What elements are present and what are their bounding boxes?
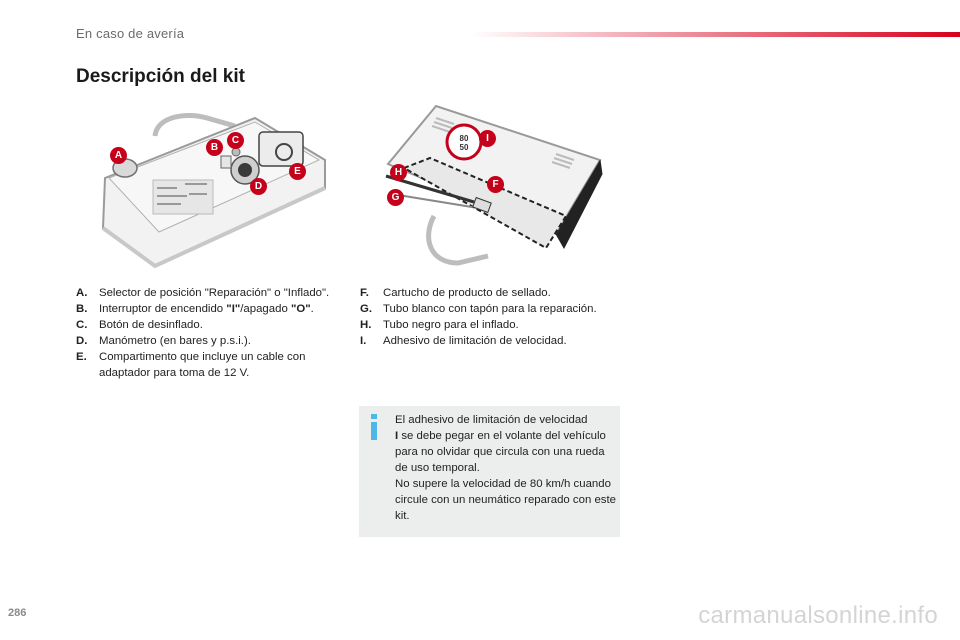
callout-e: E <box>289 163 306 180</box>
power-switch <box>221 156 231 168</box>
legend-item-b <box>76 301 336 317</box>
legend-item-g <box>360 301 630 317</box>
legend-right <box>360 285 630 349</box>
legend-key: I. <box>360 335 367 347</box>
legend-text-part: . <box>310 303 314 315</box>
callout-c: C <box>227 132 244 149</box>
note-line2: No supere la velocidad de 80 km/h cuando circule con un neumático reparado con este kit. <box>395 478 616 522</box>
sticker-top-value: 80 <box>459 134 469 143</box>
legend-item-e <box>76 349 336 381</box>
sealant-kit-illustration <box>378 98 608 268</box>
header-accent-bar <box>470 32 960 37</box>
strap-line-right <box>429 216 488 263</box>
compressor-kit-drawing <box>95 108 335 273</box>
legend-key: C. <box>76 319 88 331</box>
callout-b: B <box>206 139 223 156</box>
callout-d: D <box>250 178 267 195</box>
legend-text: Botón de desinflado. <box>99 319 203 331</box>
legend-item-i <box>360 333 630 349</box>
legend-text <box>99 301 314 317</box>
legend-key: D. <box>76 335 88 347</box>
page-number: 286 <box>8 607 27 619</box>
legend-text: Tubo negro para el inflado. <box>383 319 519 331</box>
legend-text-part: Interruptor de encendido <box>99 303 227 315</box>
legend-item-h <box>360 317 630 333</box>
callout-h: H <box>390 164 407 181</box>
legend-key: F. <box>360 287 369 299</box>
callout-i: I <box>479 130 496 147</box>
legend-text-bold: "O" <box>290 303 311 315</box>
legend-text: Tubo blanco con tapón para la reparación. <box>383 303 597 315</box>
legend-text-part: /apagado <box>240 303 291 315</box>
legend-text: Compartimento que incluye un cable con adaptador para toma de 12 V. <box>99 351 306 379</box>
note-bold-letter: I <box>395 430 399 442</box>
manometer-center <box>238 163 252 177</box>
legend-left <box>76 285 336 381</box>
legend-text: Manómetro (en bares y p.s.i.). <box>99 335 251 347</box>
legend-text: Selector de posición "Reparación" o "Inflado". <box>99 287 330 299</box>
info-icon <box>367 414 381 440</box>
legend-key: E. <box>76 351 87 363</box>
legend-text: Adhesivo de limitación de velocidad. <box>383 335 567 347</box>
legend-text: Cartucho de producto de sellado. <box>383 287 551 299</box>
info-note-text <box>395 412 617 524</box>
note-line1-after: se debe pegar en el volante del vehículo para no olvidar que circula con una rueda de uso temporal. <box>395 430 606 474</box>
compressor-kit-illustration <box>95 108 335 273</box>
legend-key: G. <box>360 303 373 315</box>
page-title: Descripción del kit <box>76 66 245 87</box>
legend-key: A. <box>76 287 88 299</box>
deflate-button-shape <box>232 148 240 156</box>
sticker-bottom-value: 50 <box>459 143 469 152</box>
watermark: carmanualsonline.info <box>698 602 938 629</box>
legend-item-d <box>76 333 336 349</box>
legend-item-f <box>360 285 630 301</box>
legend-key: H. <box>360 319 372 331</box>
legend-key: B. <box>76 303 88 315</box>
legend-text-bold: "I" <box>226 303 241 315</box>
callout-a: A <box>110 147 127 164</box>
note-line1-before: El adhesivo de limitación de velocidad <box>395 414 588 426</box>
callout-g: G <box>387 189 404 206</box>
info-note-box <box>359 406 620 537</box>
legend-item-a <box>76 285 336 301</box>
cable-compartment <box>259 132 303 166</box>
legend-item-c <box>76 317 336 333</box>
callout-f: F <box>487 176 504 193</box>
section-title: En caso de avería <box>76 26 185 41</box>
